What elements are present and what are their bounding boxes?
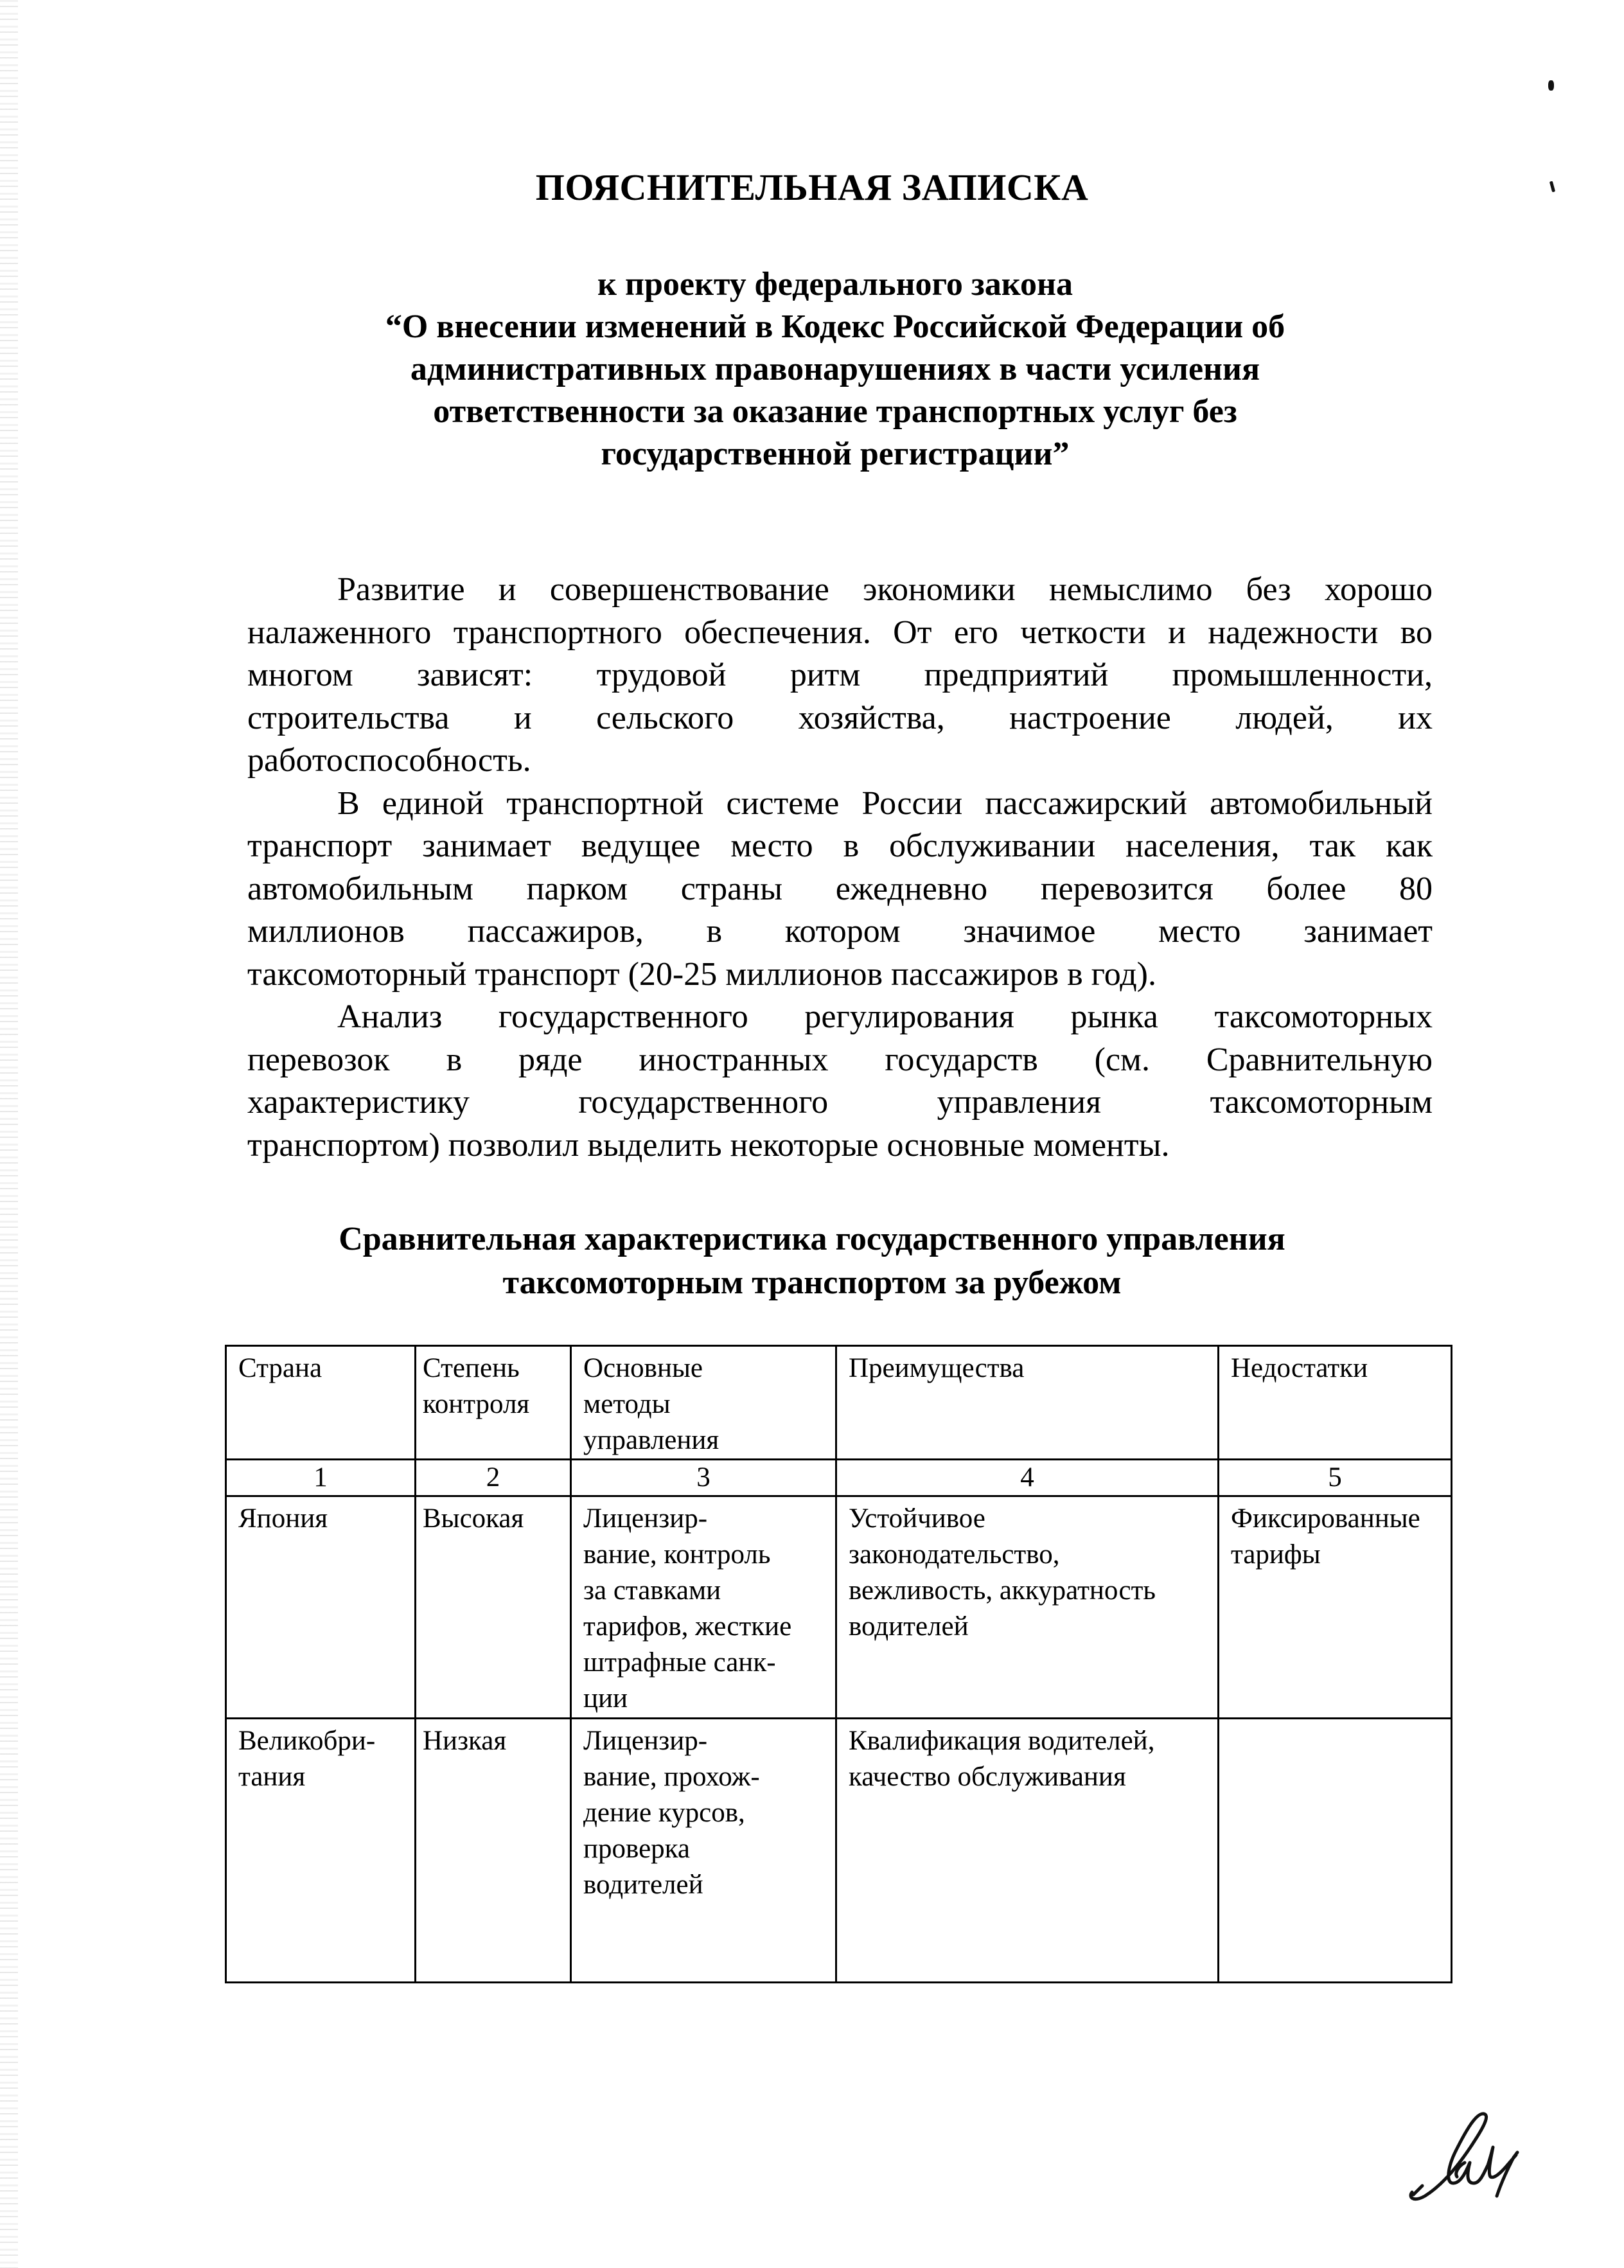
text-line: В единой транспортной системе России пассажирский автомобильный	[337, 784, 1433, 822]
table-title-line: таксомоторным транспортом за рубежом	[502, 1264, 1122, 1301]
table-row	[226, 1719, 1452, 1983]
text-line: работоспособность.	[247, 742, 531, 779]
subtitle-line: государственной регистрации”	[601, 436, 1070, 472]
cell-methods: Лицензир- вание, контроль за ставками тарифов, жесткие штрафные санк- ции	[571, 1496, 836, 1719]
subtitle-line: “О внесении изменений в Кодекс Российской Федерации об	[385, 308, 1285, 345]
signature-icon	[1394, 2101, 1548, 2229]
column-number: 1	[226, 1460, 416, 1496]
subtitle-line: ответственности за оказание транспортных услуг без	[433, 393, 1237, 430]
text-line: перевозок в ряде иностранных государств (см. Сравнительную	[247, 1041, 1433, 1078]
cell-disadvantages: Фиксированные тарифы	[1219, 1496, 1452, 1719]
column-number: 3	[571, 1460, 836, 1496]
header-advantages: Преимущества	[836, 1346, 1219, 1460]
text-line: многом зависят: трудовой ритм предприятий промышленности,	[247, 657, 1433, 693]
cell-country: Великобри- тания	[226, 1719, 416, 1983]
paragraph-1	[247, 569, 1433, 783]
comparison-table	[225, 1345, 1452, 1983]
scan-speck	[1548, 80, 1554, 91]
column-number: 4	[836, 1460, 1219, 1496]
text-line: строительства и сельского хозяйства, настроение людей, их	[247, 699, 1433, 736]
paragraph-3	[247, 996, 1433, 1167]
document-title: ПОЯСНИТЕЛЬНАЯ ЗАПИСКА	[535, 166, 1089, 208]
text-line: транспортом) позволил выделить некоторые основные моменты.	[247, 1126, 1170, 1164]
text-line: налаженного транспортного обеспечения. От его четкости и надежности во	[247, 614, 1433, 651]
text-line: Анализ государственного регулирования рынка таксомоторных	[337, 998, 1433, 1035]
text-line: таксомоторный транспорт (20-25 миллионов пассажиров в год).	[247, 955, 1156, 993]
cell-control-level: Высокая	[416, 1496, 571, 1719]
header-disadvantages: Недостатки	[1219, 1346, 1452, 1460]
column-number-row	[226, 1460, 1452, 1496]
cell-control-level: Низкая	[416, 1719, 571, 1983]
subtitle-line: административных правонарушениях в части усиления	[410, 351, 1260, 387]
text-line: характеристику государственного управления таксомоторным	[247, 1084, 1433, 1121]
cell-country: Япония	[226, 1496, 416, 1719]
scan-edge-artifact	[0, 0, 18, 2268]
header-control-level: Степень контроля	[416, 1346, 571, 1460]
cell-advantages: Квалификация водителей, качество обслуживания	[836, 1719, 1219, 1983]
table-title	[0, 1218, 1624, 1305]
body-text	[247, 569, 1433, 1167]
column-number: 5	[1219, 1460, 1452, 1496]
document-subtitle	[302, 263, 1368, 475]
text-line: миллионов пассажиров, в котором значимое место занимает	[247, 913, 1433, 950]
header-country: Страна	[226, 1346, 416, 1460]
text-line: автомобильным парком страны ежедневно перевозится более 80	[247, 870, 1433, 907]
text-line: транспорт занимает ведущее место в обслуживании населения, так как	[247, 828, 1433, 864]
table-header-row	[226, 1346, 1452, 1460]
cell-methods: Лицензир- вание, прохож- дение курсов, проверка водителей	[571, 1719, 836, 1983]
table-title-line: Сравнительная характеристика государственного управления	[339, 1221, 1285, 1257]
cell-disadvantages	[1219, 1719, 1452, 1983]
header-methods: Основные методы управления	[571, 1346, 836, 1460]
subtitle-line: к проекту федерального закона	[597, 266, 1073, 303]
text-line: Развитие и совершенствование экономики немыслимо без хорошо	[337, 571, 1433, 608]
column-number: 2	[416, 1460, 571, 1496]
paragraph-2	[247, 783, 1433, 997]
table-row	[226, 1496, 1452, 1719]
cell-advantages: Устойчивое законодательство, вежливость, аккуратность водителей	[836, 1496, 1219, 1719]
